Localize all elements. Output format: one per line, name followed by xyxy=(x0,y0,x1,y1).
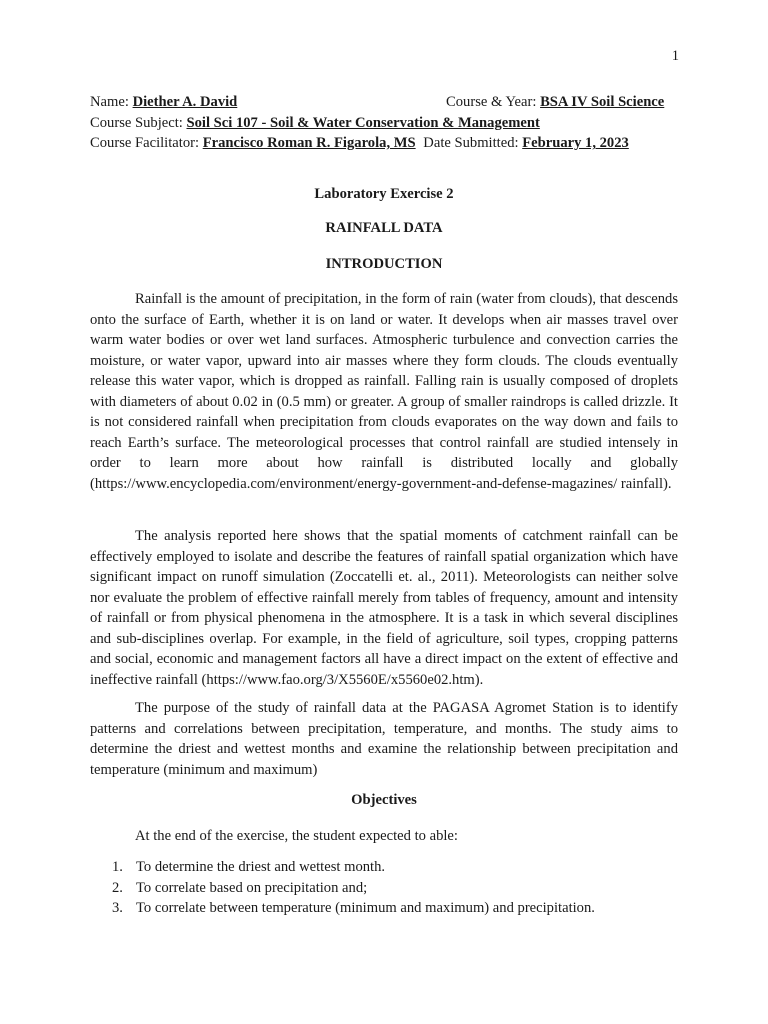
page-number: 1 xyxy=(671,48,679,64)
date-label: Date Submitted: xyxy=(423,135,519,151)
objectives-list xyxy=(90,857,678,919)
exercise-title: Laboratory Exercise 2 xyxy=(314,186,454,202)
section-heading: INTRODUCTION xyxy=(325,256,443,272)
list-item xyxy=(90,878,678,899)
name-label: Name: xyxy=(90,94,129,110)
facilitator-label: Course Facilitator: xyxy=(90,135,200,151)
subject-value: Soil Sci 107 - Soil & Water Conservation & Management xyxy=(186,114,540,131)
course-year-label: Course & Year: xyxy=(446,94,537,110)
facilitator-value: Francisco Roman R. Figarola, MS xyxy=(202,135,416,151)
intro-paragraph-3: The purpose of the study of rainfall data at the PAGASA Agromet Station is to identify patterns and correlations between precipitation, temperature, and months. The study aims to determine the driest and wettest months and examine the relationship between precipitation and temperature (minimum and maximum) xyxy=(90,700,678,778)
course-year-value: BSA IV Soil Science xyxy=(540,94,665,110)
header-row-name xyxy=(90,92,678,113)
subject-label: Course Subject: xyxy=(90,114,183,131)
objectives-heading: Objectives xyxy=(351,792,417,808)
list-item xyxy=(90,898,678,919)
list-text: To correlate between temperature (minimum and maximum) and precipitation. xyxy=(136,900,595,916)
student-header xyxy=(90,92,678,154)
intro-paragraph-2: The analysis reported here shows that the spatial moments of catchment rainfall can be effectively employed to isolate and describe the features of rainfall spatial organization which have significant impact on runoff simulation (Zoccatelli et. al., 2011). Meteorologists can neither solve nor evaluate the problem of effective rainfall merely from tables of frequency, amount and intensity of rainfall or from physical phenomena in the atmosphere. It is a task in which several disciplines and sub-disciplines overlap. For example, in the field of agriculture, soil types, cropping patterns and social, economic and management factors all have a direct impact on the extent of effective and ineffective rainfall (https://www.fao.org/3/X5560E/x5560e02.htm). xyxy=(90,528,678,688)
intro-paragraph-1: Rainfall is the amount of precipitation, in the form of rain (water from clouds), that descends onto the surface of Earth, whether it is on land or water. It develops when air masses travel over warm water bodies or over wet land surfaces. Atmospheric turbulence and convection carries the moisture, or water vapor, upward into air masses where they form clouds. The clouds eventually release this water vapor, which is dropped as rainfall. Falling rain is usually composed of droplets with diameters of about 0.02 in (0.5 mm) or greater. A group of smaller raindrops is called drizzle. It is not considered rainfall when precipitation from clouds evaporates on the way down and fails to reach Earth’s surface. The meteorological processes that control rainfall are studied intensely in order to learn more about how rainfall is distributed locally and globally (https://www.encyclopedia.com/environment/energy-government-and-defense-magazines/ rainfall). xyxy=(90,291,678,492)
list-item xyxy=(90,857,678,878)
topic-title: RAINFALL DATA xyxy=(325,220,443,236)
header-row-facilitator xyxy=(90,133,678,154)
name-value: Diether A. David xyxy=(132,94,238,110)
list-text: To determine the driest and wettest month. xyxy=(136,859,386,875)
list-number: 1. xyxy=(112,859,123,875)
header-row-subject xyxy=(90,113,678,134)
objectives-intro: At the end of the exercise, the student expected to able: xyxy=(135,828,458,844)
list-number: 3. xyxy=(112,900,123,916)
list-number: 2. xyxy=(112,879,123,896)
list-text: To correlate based on precipitation and; xyxy=(136,879,368,896)
date-value: February 1, 2023 xyxy=(522,135,629,151)
